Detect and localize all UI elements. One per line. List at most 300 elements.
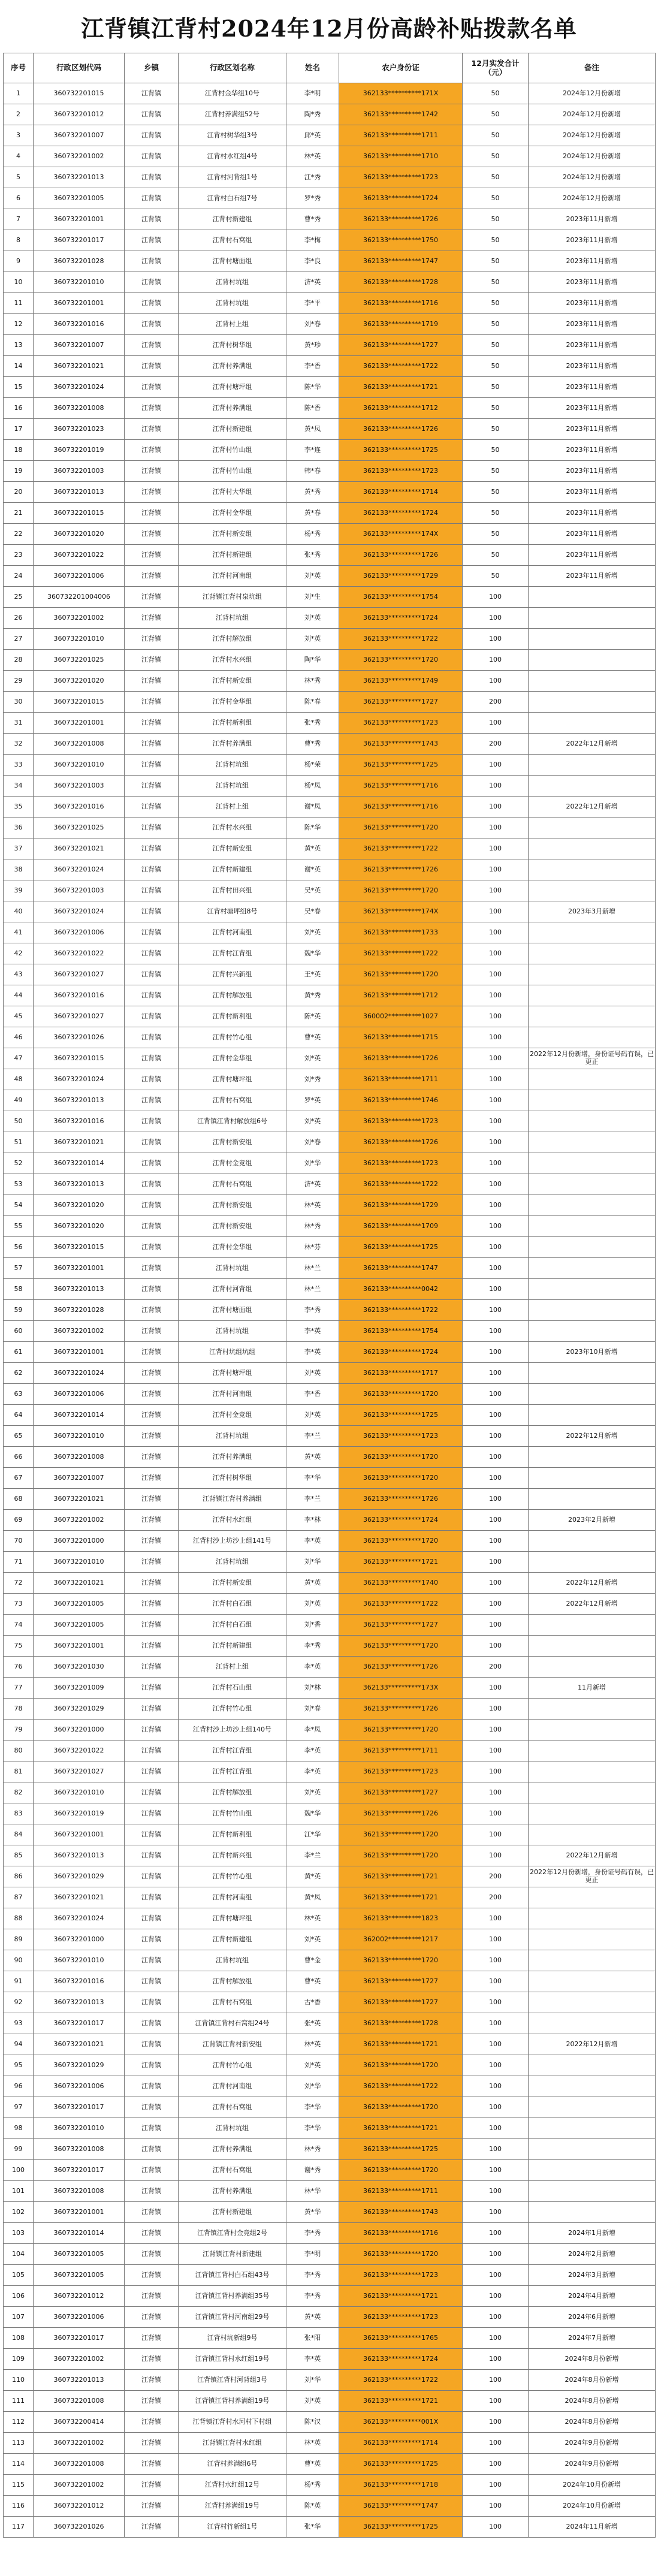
cell-town: 江背镇 (125, 419, 179, 440)
cell-amount: 100 (463, 2412, 529, 2433)
cell-town: 江背镇 (125, 608, 179, 629)
cell-town: 江背镇 (125, 314, 179, 335)
cell-town: 江背镇 (125, 125, 179, 146)
cell-region-name: 江背村树华组 (179, 335, 286, 356)
cell-region-name: 江背村水兴组 (179, 818, 286, 838)
cell-town: 江背镇 (125, 797, 179, 818)
table-row (4, 2433, 656, 2454)
header-town: 乡镇 (125, 53, 179, 83)
cell-region-name: 江背镇江背村新建组 (179, 2244, 286, 2265)
cell-name: 古*香 (286, 1992, 339, 2013)
cell-region-name: 江背镇江背村泉坑组 (179, 587, 286, 608)
table-row (4, 2139, 656, 2160)
cell-note (529, 943, 656, 964)
table-row (4, 713, 656, 734)
cell-name: 罗*英 (286, 1090, 339, 1111)
cell-region-name: 江背村塘坪组 (179, 1908, 286, 1929)
cell-region-name: 江背村树华组 (179, 1468, 286, 1489)
cell-region-name: 江背村养满组19号 (179, 2496, 286, 2517)
cell-amount: 200 (463, 734, 529, 755)
cell-name: 李*英 (286, 2349, 339, 2370)
cell-seq: 16 (4, 398, 34, 419)
cell-name: 刘*英 (286, 2055, 339, 2076)
cell-town: 江背镇 (125, 1468, 179, 1489)
cell-amount: 100 (463, 1090, 529, 1111)
table-row (4, 2454, 656, 2475)
cell-town: 江背镇 (125, 2328, 179, 2349)
cell-region-name: 江背村石窝组 (179, 1992, 286, 2013)
cell-id-card: 362133**********1733 (339, 922, 463, 943)
cell-town: 江背镇 (125, 2244, 179, 2265)
cell-name: 江*华 (286, 1824, 339, 1845)
cell-seq: 88 (4, 1908, 34, 1929)
cell-region-name: 江背村竹心组 (179, 1027, 286, 1048)
cell-town: 江背镇 (125, 2286, 179, 2307)
cell-note: 2023年11月新增 (529, 566, 656, 587)
cell-name: 刘*春 (286, 1132, 339, 1153)
cell-id-card: 362133**********1726 (339, 1489, 463, 1510)
cell-name: 谢*凤 (286, 797, 339, 818)
table-row (4, 1992, 656, 2013)
cell-region-name: 江背村新建组 (179, 859, 286, 880)
cell-region-code: 360732201013 (34, 1845, 125, 1866)
cell-region-code: 360732201008 (34, 2181, 125, 2202)
cell-region-name: 江背村塘面组 (179, 1300, 286, 1321)
cell-note: 2023年11月新增 (529, 419, 656, 440)
cell-region-name: 江背村竹山组 (179, 461, 286, 482)
table-row (4, 1510, 656, 1531)
cell-seq: 49 (4, 1090, 34, 1111)
cell-seq: 29 (4, 671, 34, 692)
table-row (4, 2181, 656, 2202)
cell-region-code: 360732201017 (34, 2328, 125, 2349)
cell-amount: 100 (463, 2223, 529, 2244)
cell-amount: 100 (463, 1468, 529, 1489)
cell-id-card: 362133**********1720 (339, 1531, 463, 1552)
cell-seq: 33 (4, 755, 34, 776)
cell-region-name: 江背村新建组 (179, 1929, 286, 1950)
cell-id-card: 362133**********1747 (339, 1258, 463, 1279)
cell-note (529, 1006, 656, 1027)
cell-region-name: 江背村塘坪组8号 (179, 901, 286, 922)
cell-amount: 100 (463, 2160, 529, 2181)
cell-name: 曹*金 (286, 1950, 339, 1971)
cell-name: 王*英 (286, 964, 339, 985)
cell-name: 黄*英 (286, 838, 339, 859)
cell-note (529, 587, 656, 608)
cell-id-card: 362133**********1722 (339, 1300, 463, 1321)
cell-amount: 100 (463, 2055, 529, 2076)
table-row (4, 1027, 656, 1048)
cell-amount: 200 (463, 1887, 529, 1908)
cell-region-name: 江背村坑组 (179, 293, 286, 314)
cell-region-code: 360732201001 (34, 293, 125, 314)
cell-amount: 100 (463, 1950, 529, 1971)
cell-seq: 69 (4, 1510, 34, 1531)
cell-note (529, 1447, 656, 1468)
cell-region-name: 江背村水红组12号 (179, 2475, 286, 2496)
cell-note (529, 1741, 656, 1761)
cell-town: 江背镇 (125, 713, 179, 734)
cell-amount: 100 (463, 1782, 529, 1803)
cell-region-code: 360732201021 (34, 356, 125, 377)
cell-seq: 104 (4, 2244, 34, 2265)
cell-note (529, 650, 656, 671)
cell-name: 林*华 (286, 2181, 339, 2202)
cell-amount: 100 (463, 1111, 529, 1132)
cell-seq: 79 (4, 1720, 34, 1741)
cell-id-card: 362133**********1712 (339, 398, 463, 419)
cell-amount: 50 (463, 230, 529, 251)
cell-town: 江背镇 (125, 1258, 179, 1279)
cell-id-card: 362133**********1711 (339, 2181, 463, 2202)
table-row (4, 1594, 656, 1615)
cell-amount: 100 (463, 2181, 529, 2202)
cell-id-card: 362133**********1729 (339, 566, 463, 587)
cell-region-code: 360732201013 (34, 167, 125, 188)
table-row (4, 83, 656, 104)
cell-note: 2024年9月份新增 (529, 2454, 656, 2475)
cell-town: 江背镇 (125, 671, 179, 692)
cell-town: 江背镇 (125, 1636, 179, 1657)
cell-note: 2024年12月份新增 (529, 167, 656, 188)
cell-region-code: 360732201021 (34, 838, 125, 859)
cell-seq: 32 (4, 734, 34, 755)
cell-id-card: 362133**********173X (339, 1678, 463, 1699)
cell-name: 陈*英 (286, 1006, 339, 1027)
cell-region-name: 江背村河背组 (179, 1279, 286, 1300)
cell-id-card: 362133**********1823 (339, 1908, 463, 1929)
cell-id-card: 362133**********1743 (339, 734, 463, 755)
cell-amount: 100 (463, 1845, 529, 1866)
cell-id-card: 362133**********1727 (339, 1615, 463, 1636)
cell-id-card: 362133**********1727 (339, 692, 463, 713)
cell-note (529, 1384, 656, 1405)
cell-name: 李*秀 (286, 2223, 339, 2244)
cell-town: 江背镇 (125, 2265, 179, 2286)
cell-region-name: 江背村河南组 (179, 1384, 286, 1405)
cell-note (529, 1279, 656, 1300)
cell-name: 李*英 (286, 1321, 339, 1342)
table-row (4, 314, 656, 335)
cell-region-code: 360732201010 (34, 1552, 125, 1573)
table-row (4, 377, 656, 398)
cell-note (529, 755, 656, 776)
cell-note (529, 629, 656, 650)
cell-town: 江背镇 (125, 1405, 179, 1426)
cell-name: 吴*春 (286, 901, 339, 922)
cell-region-code: 360732201013 (34, 1174, 125, 1195)
cell-name: 黄*凤 (286, 1887, 339, 1908)
cell-region-code: 360732201026 (34, 1027, 125, 1048)
table-row (4, 2013, 656, 2034)
cell-region-name: 江背村新利组 (179, 713, 286, 734)
cell-region-name: 江背村坑组 (179, 776, 286, 797)
table-row (4, 1720, 656, 1741)
header-note: 备注 (529, 53, 656, 83)
cell-region-name: 江背镇江背村石窝组24号 (179, 2013, 286, 2034)
cell-region-name: 江背村新安组 (179, 671, 286, 692)
cell-seq: 42 (4, 943, 34, 964)
cell-name: 陶*华 (286, 650, 339, 671)
cell-seq: 86 (4, 1866, 34, 1887)
cell-amount: 100 (463, 1342, 529, 1363)
table-row (4, 1111, 656, 1132)
header-id-card: 农户身份证 (339, 53, 463, 83)
cell-id-card: 362133**********1722 (339, 2076, 463, 2097)
cell-region-name: 江背镇江背村水红组 (179, 2433, 286, 2454)
table-row (4, 188, 656, 209)
cell-id-card: 362133**********1723 (339, 461, 463, 482)
cell-amount: 100 (463, 1426, 529, 1447)
cell-id-card: 362133**********1721 (339, 377, 463, 398)
table-row (4, 335, 656, 356)
cell-name: 李*明 (286, 2244, 339, 2265)
cell-amount: 50 (463, 125, 529, 146)
cell-town: 江背镇 (125, 1573, 179, 1594)
table-row (4, 2307, 656, 2328)
cell-town: 江背镇 (125, 83, 179, 104)
cell-region-code: 360732201002 (34, 2475, 125, 2496)
cell-note: 2024年10月份新增 (529, 2475, 656, 2496)
table-row (4, 901, 656, 922)
cell-region-name: 江背村新安组 (179, 1132, 286, 1153)
cell-id-card: 362133**********1719 (339, 314, 463, 335)
cell-id-card: 362133**********1727 (339, 1971, 463, 1992)
table-row (4, 818, 656, 838)
cell-town: 江背镇 (125, 2370, 179, 2391)
cell-region-code: 360732201017 (34, 2097, 125, 2118)
table-row (4, 2076, 656, 2097)
cell-name: 魏*华 (286, 1803, 339, 1824)
cell-region-code: 360732201005 (34, 2244, 125, 2265)
cell-name: 李*华 (286, 1468, 339, 1489)
cell-seq: 2 (4, 104, 34, 125)
cell-name: 黄*英 (286, 1573, 339, 1594)
cell-seq: 67 (4, 1468, 34, 1489)
cell-amount: 100 (463, 1321, 529, 1342)
cell-id-card: 362133**********1726 (339, 1048, 463, 1069)
cell-name: 林*英 (286, 146, 339, 167)
table-row (4, 1090, 656, 1111)
table-row (4, 2286, 656, 2307)
cell-town: 江背镇 (125, 1803, 179, 1824)
cell-id-card: 362133**********1728 (339, 2013, 463, 2034)
table-row (4, 2118, 656, 2139)
cell-seq: 98 (4, 2118, 34, 2139)
cell-amount: 100 (463, 985, 529, 1006)
cell-town: 江背镇 (125, 1342, 179, 1363)
cell-seq: 48 (4, 1069, 34, 1090)
cell-note (529, 1216, 656, 1237)
cell-town: 江背镇 (125, 1950, 179, 1971)
cell-seq: 57 (4, 1258, 34, 1279)
cell-id-card: 362133**********1725 (339, 2139, 463, 2160)
cell-region-code: 360732201019 (34, 1803, 125, 1824)
table-row (4, 1426, 656, 1447)
cell-region-name: 江背村塘坪组 (179, 1363, 286, 1384)
cell-name: 刘*华 (286, 1153, 339, 1174)
cell-seq: 20 (4, 482, 34, 503)
cell-amount: 50 (463, 146, 529, 167)
cell-id-card: 362133**********1724 (339, 188, 463, 209)
table-row (4, 1363, 656, 1384)
cell-id-card: 362133**********1726 (339, 209, 463, 230)
cell-region-name: 江背村坑组 (179, 1426, 286, 1447)
cell-region-code: 360732201010 (34, 1426, 125, 1447)
cell-amount: 100 (463, 1803, 529, 1824)
cell-id-card: 362133**********1720 (339, 1950, 463, 1971)
table-row (4, 629, 656, 650)
cell-seq: 59 (4, 1300, 34, 1321)
cell-note (529, 985, 656, 1006)
cell-name: 刘*林 (286, 1678, 339, 1699)
cell-note: 2024年8月份新增 (529, 2412, 656, 2433)
cell-region-name: 江背村河南组 (179, 2076, 286, 2097)
cell-seq: 11 (4, 293, 34, 314)
cell-amount: 50 (463, 83, 529, 104)
cell-amount: 100 (463, 2244, 529, 2265)
cell-region-code: 360732201006 (34, 2307, 125, 2328)
cell-region-code: 360732201006 (34, 1384, 125, 1405)
cell-name: 李*英 (286, 1531, 339, 1552)
cell-region-name: 江背村金华组 (179, 1237, 286, 1258)
cell-amount: 50 (463, 503, 529, 524)
cell-amount: 50 (463, 440, 529, 461)
cell-seq: 83 (4, 1803, 34, 1824)
cell-region-name: 江背村石山组 (179, 1678, 286, 1699)
cell-region-name: 江背村坑组 (179, 608, 286, 629)
cell-region-name: 江背村石窝组 (179, 230, 286, 251)
cell-town: 江背镇 (125, 1447, 179, 1468)
cell-amount: 100 (463, 2307, 529, 2328)
cell-name: 李*英 (286, 1657, 339, 1678)
cell-seq: 40 (4, 901, 34, 922)
cell-name: 林*英 (286, 2433, 339, 2454)
cell-region-name: 江背村养满组 (179, 2139, 286, 2160)
cell-town: 江背镇 (125, 1741, 179, 1761)
cell-id-card: 362133**********1725 (339, 1405, 463, 1426)
cell-amount: 100 (463, 797, 529, 818)
cell-note (529, 1132, 656, 1153)
cell-region-name: 江背镇江背村水红组19号 (179, 2349, 286, 2370)
cell-note: 2023年11月新增 (529, 503, 656, 524)
cell-amount: 50 (463, 335, 529, 356)
cell-seq: 9 (4, 251, 34, 272)
cell-amount: 100 (463, 1405, 529, 1426)
cell-seq: 55 (4, 1216, 34, 1237)
cell-name: 刘*英 (286, 566, 339, 587)
cell-amount: 100 (463, 2370, 529, 2391)
cell-town: 江背镇 (125, 859, 179, 880)
cell-id-card: 362133**********1754 (339, 1321, 463, 1342)
cell-name: 黄*秀 (286, 985, 339, 1006)
cell-amount: 200 (463, 692, 529, 713)
cell-region-name: 江背村水兴组 (179, 650, 286, 671)
table-row (4, 1761, 656, 1782)
cell-seq: 109 (4, 2349, 34, 2370)
cell-note (529, 1489, 656, 1510)
cell-town: 江背镇 (125, 2454, 179, 2475)
cell-town: 江背镇 (125, 734, 179, 755)
cell-region-name: 江背村新利组 (179, 1006, 286, 1027)
cell-id-card: 362133**********1722 (339, 1174, 463, 1195)
cell-town: 江背镇 (125, 1426, 179, 1447)
cell-region-code: 360732201010 (34, 1782, 125, 1803)
cell-note: 2024年8月份新增 (529, 2370, 656, 2391)
cell-name: 李*香 (286, 356, 339, 377)
cell-region-name: 江背村养满组 (179, 356, 286, 377)
cell-id-card: 362133**********1723 (339, 1111, 463, 1132)
cell-town: 江背镇 (125, 2076, 179, 2097)
cell-id-card: 362133**********1720 (339, 1845, 463, 1866)
cell-town: 江背镇 (125, 1195, 179, 1216)
cell-amount: 100 (463, 2496, 529, 2517)
cell-seq: 26 (4, 608, 34, 629)
cell-seq: 18 (4, 440, 34, 461)
cell-town: 江背镇 (125, 1699, 179, 1720)
cell-name: 陶*秀 (286, 104, 339, 125)
cell-name: 林*秀 (286, 671, 339, 692)
cell-region-code: 360732201015 (34, 83, 125, 104)
cell-seq: 6 (4, 188, 34, 209)
cell-region-code: 360732201008 (34, 2454, 125, 2475)
cell-town: 江背镇 (125, 1824, 179, 1845)
cell-id-card: 362133**********1712 (339, 985, 463, 1006)
cell-name: 刘*华 (286, 2076, 339, 2097)
table-row (4, 1384, 656, 1405)
cell-amount: 100 (463, 650, 529, 671)
cell-town: 江背镇 (125, 1887, 179, 1908)
cell-seq: 117 (4, 2517, 34, 2538)
table-row (4, 1258, 656, 1279)
cell-region-name: 江背村新建组 (179, 545, 286, 566)
cell-id-card: 362133**********1740 (339, 1573, 463, 1594)
table-row (4, 2055, 656, 2076)
cell-amount: 100 (463, 1237, 529, 1258)
cell-region-name: 江背村竹心组 (179, 1866, 286, 1887)
cell-town: 江背镇 (125, 1845, 179, 1866)
cell-seq: 92 (4, 1992, 34, 2013)
cell-region-code: 360732201020 (34, 1216, 125, 1237)
cell-region-code: 360732201015 (34, 1048, 125, 1069)
table-row (4, 125, 656, 146)
cell-town: 江背镇 (125, 692, 179, 713)
cell-seq: 95 (4, 2055, 34, 2076)
cell-seq: 21 (4, 503, 34, 524)
cell-town: 江背镇 (125, 230, 179, 251)
cell-id-card: 362133**********1716 (339, 2223, 463, 2244)
cell-note (529, 2202, 656, 2223)
table-row (4, 461, 656, 482)
cell-region-name: 江背村坑组 (179, 272, 286, 293)
cell-region-name: 江背村江背组 (179, 1761, 286, 1782)
cell-seq: 99 (4, 2139, 34, 2160)
cell-note: 2023年11月新增 (529, 524, 656, 545)
table-row (4, 1908, 656, 1929)
cell-name: 刘*英 (286, 2391, 339, 2412)
cell-region-name: 江背村江背组 (179, 943, 286, 964)
cell-amount: 100 (463, 1594, 529, 1615)
table-row (4, 1195, 656, 1216)
table-row (4, 880, 656, 901)
table-row (4, 650, 656, 671)
cell-amount: 100 (463, 713, 529, 734)
cell-town: 江背镇 (125, 1153, 179, 1174)
cell-seq: 17 (4, 419, 34, 440)
cell-name: 刘*春 (286, 314, 339, 335)
cell-region-code: 360732201016 (34, 985, 125, 1006)
